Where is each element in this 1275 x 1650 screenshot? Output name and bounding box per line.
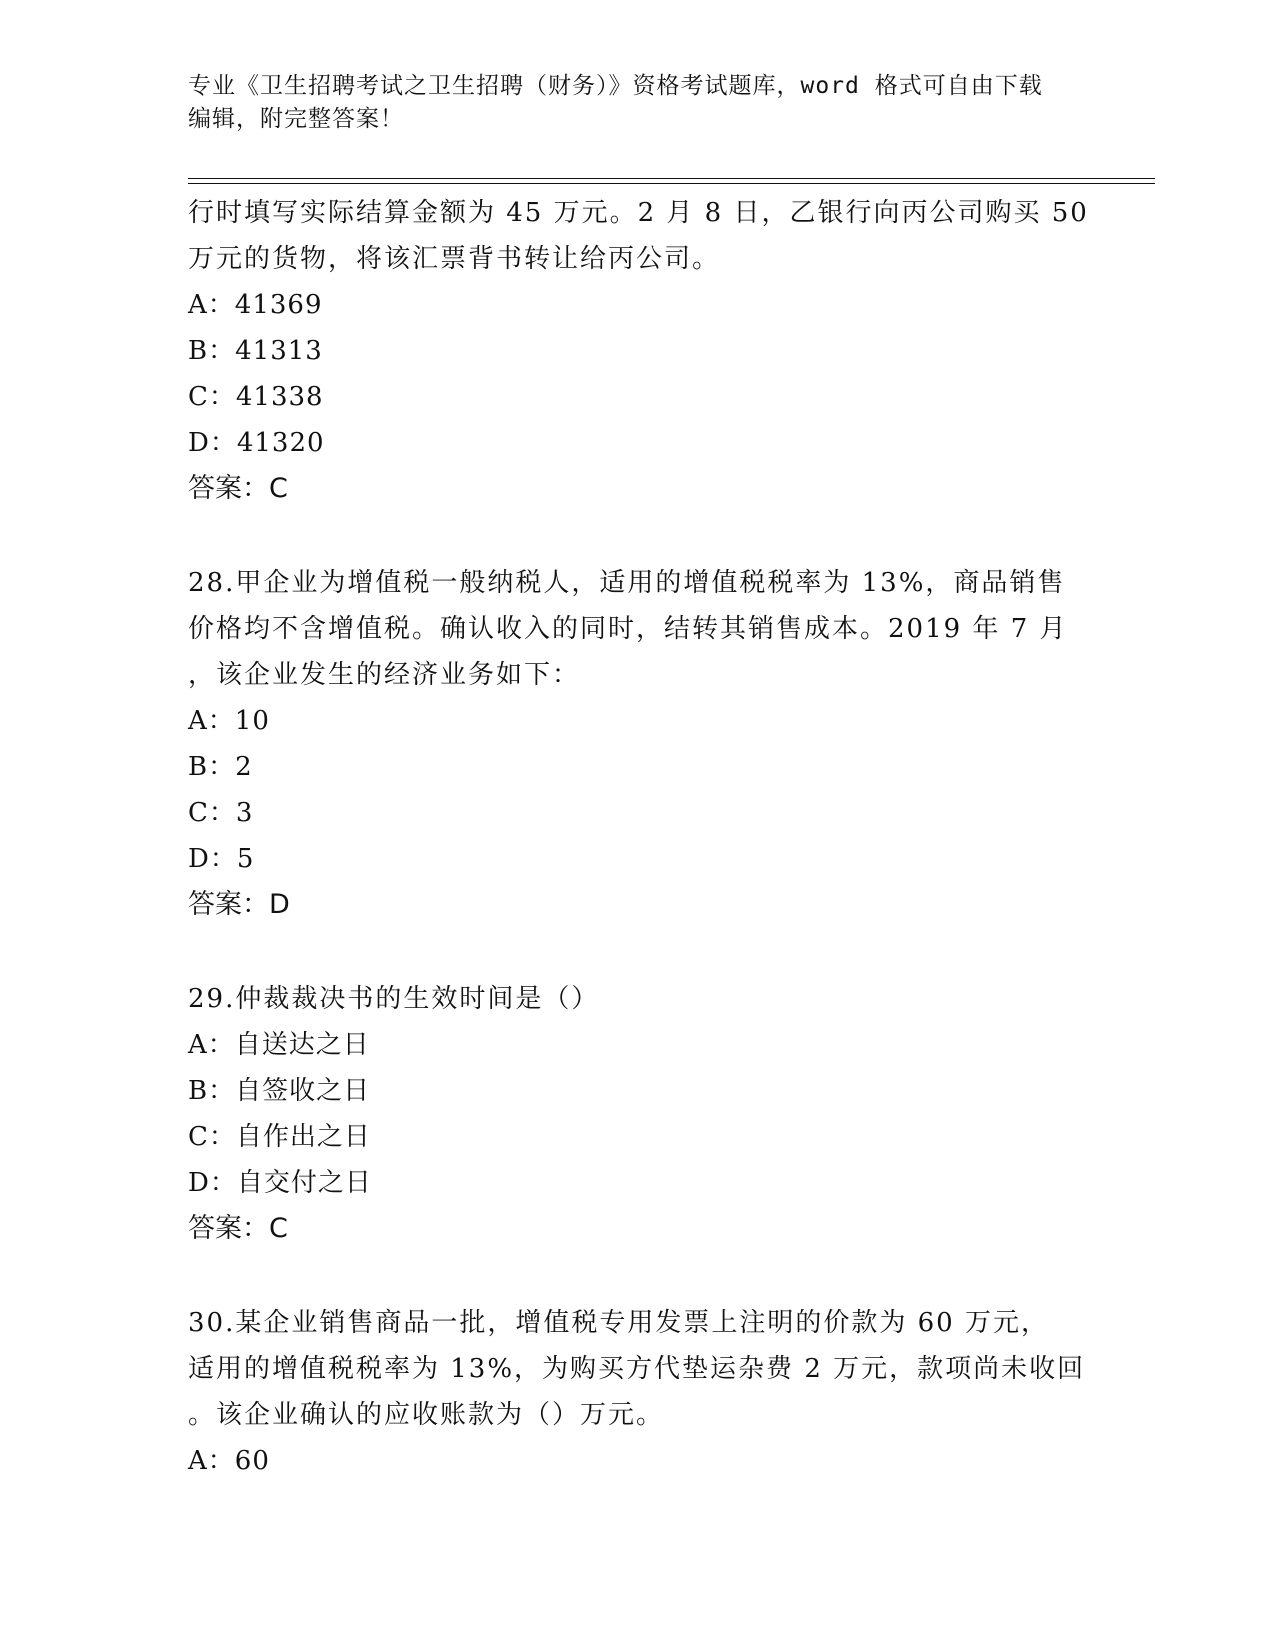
option-a: A：60 bbox=[188, 1446, 270, 1476]
question-stem-line: 30.某企业销售商品一批，增值税专用发票上注明的价款为 60 万元， bbox=[188, 1308, 1049, 1338]
question-stem-line: 29.仲裁裁决书的生效时间是（） bbox=[188, 984, 600, 1014]
header-divider-bottom bbox=[188, 183, 1155, 184]
header-line-2: 编辑，附完整答案！ bbox=[188, 106, 404, 132]
option-b: B：2 bbox=[188, 752, 253, 782]
question-stem-line: 行时填写实际结算金额为 45 万元。2 月 8 日，乙银行向丙公司购买 50 bbox=[188, 198, 1089, 228]
question-27-continued bbox=[188, 190, 1108, 512]
option-d: D：5 bbox=[188, 844, 255, 874]
question-stem-line: 万元的货物，将该汇票背书转让给丙公司。 bbox=[188, 244, 721, 274]
option-c: C：3 bbox=[188, 798, 254, 828]
question-stem-line: 。该企业确认的应收账款为（）万元。 bbox=[188, 1400, 665, 1430]
option-a: A：10 bbox=[188, 706, 270, 736]
question-list bbox=[188, 190, 1108, 1532]
option-a: A：自送达之日 bbox=[188, 1030, 370, 1060]
answer-line: 答案：C bbox=[188, 473, 288, 504]
answer-line: 答案：C bbox=[188, 1213, 288, 1244]
option-d: D：41320 bbox=[188, 428, 325, 458]
question-stem-line: 价格均不含增值税。确认收入的同时，结转其销售成本。2019 年 7 月 bbox=[188, 614, 1068, 644]
header-divider-top bbox=[188, 178, 1155, 179]
option-a: A：41369 bbox=[188, 290, 323, 320]
question-30 bbox=[188, 1300, 1108, 1484]
answer-line: 答案：D bbox=[188, 889, 290, 920]
header-line-1: 专业《卫生招聘考试之卫生招聘（财务）》资格考试题库，word 格式可自由下载 bbox=[188, 73, 1043, 99]
question-stem-line: ，该企业发生的经济业务如下： bbox=[188, 660, 581, 690]
question-28 bbox=[188, 560, 1108, 928]
question-29 bbox=[188, 976, 1108, 1252]
document-header bbox=[188, 70, 1088, 136]
question-stem-line: 28.甲企业为增值税一般纳税人，适用的增值税税率为 13%，商品销售 bbox=[188, 568, 1066, 598]
option-b: B：41313 bbox=[188, 336, 323, 366]
question-stem-line: 适用的增值税税率为 13%，为购买方代垫运杂费 2 万元，款项尚未收回 bbox=[188, 1354, 1086, 1384]
option-d: D：自交付之日 bbox=[188, 1168, 372, 1198]
option-c: C：41338 bbox=[188, 382, 324, 412]
option-b: B：自签收之日 bbox=[188, 1076, 371, 1106]
option-c: C：自作出之日 bbox=[188, 1122, 371, 1152]
